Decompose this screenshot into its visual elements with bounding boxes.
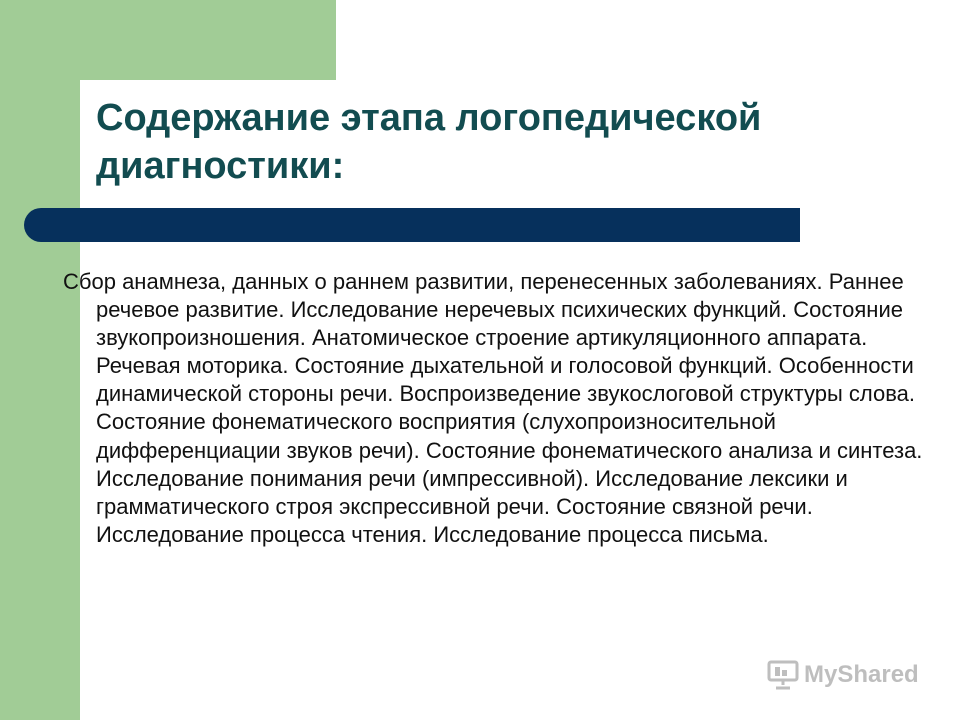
slide-body-text: Сбор анамнеза, данных о раннем развитии, перенесенных заболеваниях. Раннее речевое развитие. Исследование неречевых психических функций. Состояние звукопроизношения. Анатомическое строение артикуляционного аппарата. Речевая моторика. Состояние дыхательной и голосовой функций. Особенности динамической стороны речи. Воспроизведение звукослоговой структуры слова. Состояние фонематического восприятия (слухопроизносительной дифференциации звуков речи). Состояние фонематического анализа и синтеза. Исследование понимания речи (импрессивной). Исследование лексики и грамматического строя экспрессивной речи. Состояние связной речи. Исследование процесса чтения. Исследование процесса письма.: [63, 269, 923, 547]
slide-title-line-1: Содержание этапа логопедической: [96, 97, 762, 139]
watermark: [766, 658, 919, 692]
watermark-text: MyShared: [804, 661, 919, 688]
slide-title-line-2: диагностики:: [96, 145, 345, 187]
title-divider-bar: [24, 208, 800, 242]
slide-title: [96, 94, 896, 190]
green-top-band: [0, 0, 336, 80]
presentation-icon: [766, 659, 800, 691]
